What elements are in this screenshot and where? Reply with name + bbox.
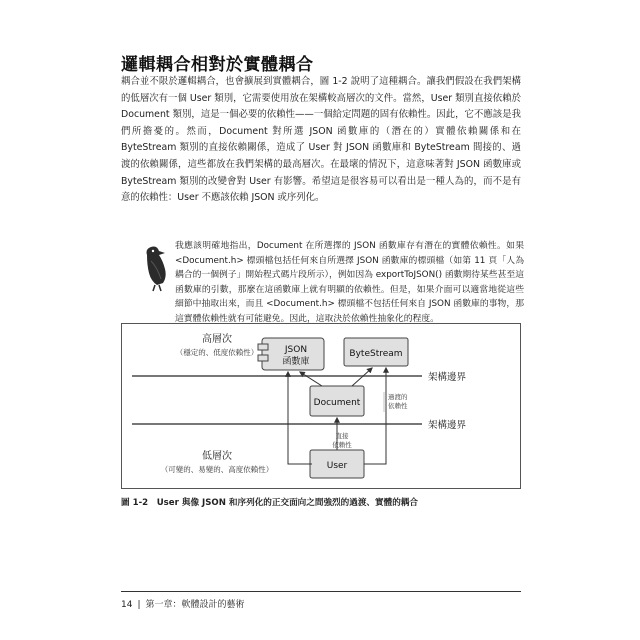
document-node	[310, 386, 364, 416]
low-level-title: 低層次	[202, 451, 232, 462]
page-footer	[121, 597, 245, 610]
user-label: User	[326, 461, 348, 471]
note-paragraph: 我應該明確地指出，Document 在所選擇的 JSON 函數庫存有潛在的實體依賴性。如果 <Document.h> 標頭檔包括任何來自所選擇 JSON 函數庫的標頭檔（如第 11 頁「人為耦合的一個例子」開始程式碼片段所示），例如因為 exportToJSON() 函數期待某些甚至這函數庫的引數，那麼在這函數庫上就有明顯的依賴性。但是，如果介面可以適當地從這些細節中抽取出來，而且 <Document.h> 標頭檔不包括任何來自 JSON 函數庫的事物，那這實體依賴性就有可能避免。因此，這取決於依賴性抽象化的程度。	[175, 241, 524, 324]
boundary-label-top: 架構邊界	[428, 372, 467, 383]
crow-icon	[137, 241, 177, 293]
document-label: Document	[313, 398, 361, 408]
direct-label-1: 直接	[335, 432, 349, 440]
section-heading: 邏輯耦合相對於實體耦合	[121, 55, 314, 75]
author-note	[121, 239, 524, 324]
page-number: 14	[121, 600, 133, 610]
high-level-title: 高層次	[202, 334, 232, 345]
arrow-user-to-bytestream	[364, 368, 386, 464]
body-paragraph-text: 耦合並不限於邏輯耦合，也會擴展到實體耦合，圖 1-2 說明了這種耦合。讓我們假設在我們架構的低層次有一個 User 類別，它需要使用放在架構較高層次的文件。當然，User 類別直接依賴於 Document 類別，這是一個必要的依賴性——一個給定問題的固有依賴性。因此，它不應該是我們所擔憂的。然而，Document 對所選 JSON 函數庫的（潛在的）實體依賴關係和在 ByteStream 類別的直接依賴關係，造成了 User 對 JSON 函數庫和 ByteStream 間接的、過渡的依賴關係，這些都放在我們架構的最高層次。在最壞的情況下，這意味著對 JSON 函數庫或 ByteStream 類別的改變會對 User 有影響。希望這是很容易可以看出是一種人為的，而不是有意的依賴性：User 不應該依賴 JSON 或序列化。	[121, 76, 521, 204]
arrow-document-to-json	[300, 372, 322, 386]
figure-caption: 圖 1-2 User 與像 JSON 和序列化的正交面向之間強烈的過渡、實體的耦合	[121, 498, 418, 508]
note-text	[175, 239, 524, 326]
high-level-subtitle: （穩定的、低度依賴性）	[175, 348, 259, 357]
json-library-label-1: JSON	[284, 345, 308, 355]
dependency-diagram	[122, 324, 522, 490]
user-node	[310, 450, 364, 478]
bytestream-label: ByteStream	[349, 349, 403, 359]
low-level-subtitle: （可變的、易變的、高度依賴性）	[160, 465, 274, 474]
bytestream-node	[344, 338, 408, 366]
direct-label-2: 依賴性	[332, 441, 352, 449]
figure-1-2	[121, 323, 521, 489]
transitive-label-2: 依賴性	[388, 402, 408, 410]
footer-separator: |	[137, 600, 141, 610]
footer-rule	[121, 591, 521, 592]
body-paragraph	[121, 74, 521, 207]
transitive-label-1: 過渡的	[388, 393, 408, 401]
boundary-label-bottom: 架構邊界	[428, 420, 467, 431]
json-library-node	[258, 338, 324, 370]
chapter-title: 第一章：軟體設計的藝術	[145, 600, 245, 610]
json-library-label-2: 函數庫	[282, 357, 310, 367]
arrow-user-to-json	[288, 372, 312, 464]
